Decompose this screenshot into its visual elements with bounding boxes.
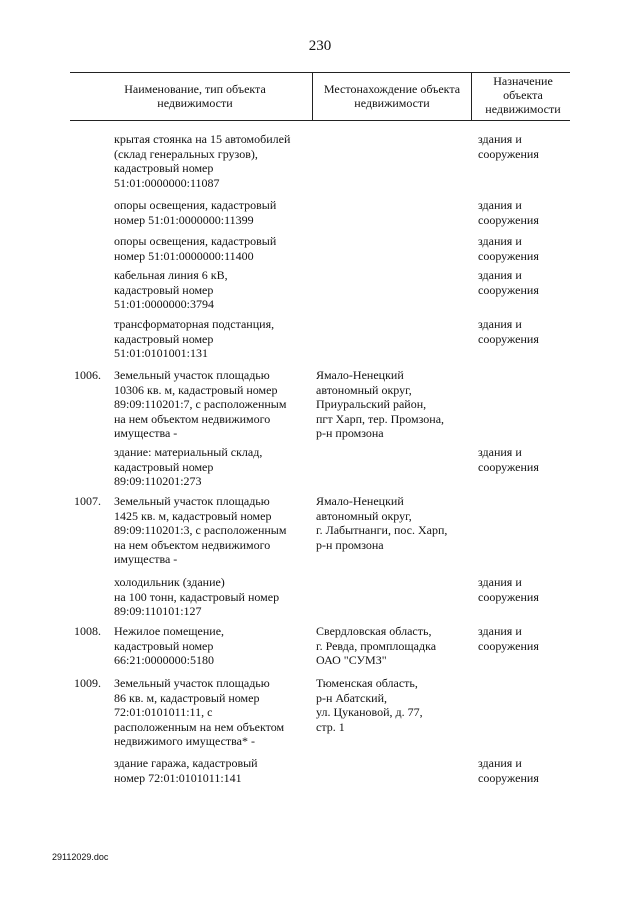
header-purpose: Назначение объекта недвижимости xyxy=(485,74,561,116)
row-object-name: здание гаража, кадастровый номер 72:01:0101011:141 xyxy=(114,756,258,785)
footer-filename: 29112029.doc xyxy=(52,852,109,862)
column-divider-1 xyxy=(312,72,313,120)
row-object-name: кабельная линия 6 кВ, кадастровый номер 51:01:0000000:3794 xyxy=(114,268,228,311)
row-object-name: опоры освещения, кадастровый номер 51:01:0000000:11400 xyxy=(114,234,277,263)
row-location: Ямало-Ненецкий автономный округ, г. Лабытнанги, пос. Харп, р-н промзона xyxy=(316,494,448,552)
row-purpose: здания и сооружения xyxy=(478,317,539,346)
row-number: 1007. xyxy=(74,494,101,508)
row-object-name: трансформаторная подстанция, кадастровый номер 51:01:0101001:131 xyxy=(114,317,275,360)
row-purpose: здания и сооружения xyxy=(478,575,539,604)
row-number: 1008. xyxy=(74,624,101,638)
row-object-name: крытая стоянка на 15 автомобилей (склад генеральных грузов), кадастровый номер 51:01:0000000:11087 xyxy=(114,132,291,190)
page-number: 230 xyxy=(308,38,332,54)
row-object-name: здание: материальный склад, кадастровый номер 89:09:110201:273 xyxy=(114,445,263,488)
header-location: Местонахождение объекта недвижимости xyxy=(323,82,461,110)
row-purpose: здания и сооружения xyxy=(478,445,539,474)
row-number: 1009. xyxy=(74,676,101,690)
row-purpose: здания и сооружения xyxy=(478,268,539,297)
row-purpose: здания и сооружения xyxy=(478,756,539,785)
row-purpose: здания и сооружения xyxy=(478,624,539,653)
row-object-name: опоры освещения, кадастровый номер 51:01:0000000:11399 xyxy=(114,198,277,227)
table-header-rule xyxy=(70,120,570,121)
row-object-name: Нежилое помещение, кадастровый номер 66:21:0000000:5180 xyxy=(114,624,225,667)
column-divider-2 xyxy=(471,72,472,120)
row-location: Тюменская область, р-н Абатский, ул. Цукановой, д. 77, стр. 1 xyxy=(316,676,423,734)
header-name: Наименование, тип объекта недвижимости xyxy=(124,82,266,110)
row-object-name: Земельный участок площадью 86 кв. м, кадастровый номер 72:01:0101011:11, с расположенным на нем объектом недвижимого имущества* - xyxy=(114,676,285,748)
row-purpose: здания и сооружения xyxy=(478,234,539,263)
row-purpose: здания и сооружения xyxy=(478,198,539,227)
row-location: Ямало-Ненецкий автономный округ, Приуральский район, пгт Харп, тер. Промзона, р-н промзона xyxy=(316,368,445,440)
table-top-rule xyxy=(70,72,570,73)
row-number: 1006. xyxy=(74,368,101,382)
row-purpose: здания и сооружения xyxy=(478,132,539,161)
row-object-name: Земельный участок площадью 1425 кв. м, кадастровый номер 89:09:110201:3, с расположенным на нем объектом недвижимого имущества - xyxy=(114,494,287,566)
row-location: Свердловская область, г. Ревда, промплощадка ОАО "СУМЗ" xyxy=(316,624,437,667)
row-object-name: Земельный участок площадью 10306 кв. м, кадастровый номер 89:09:110201:7, с расположенным на нем объектом недвижимого имущества - xyxy=(114,368,287,440)
row-object-name: холодильник (здание) на 100 тонн, кадастровый номер 89:09:110101:127 xyxy=(114,575,280,618)
